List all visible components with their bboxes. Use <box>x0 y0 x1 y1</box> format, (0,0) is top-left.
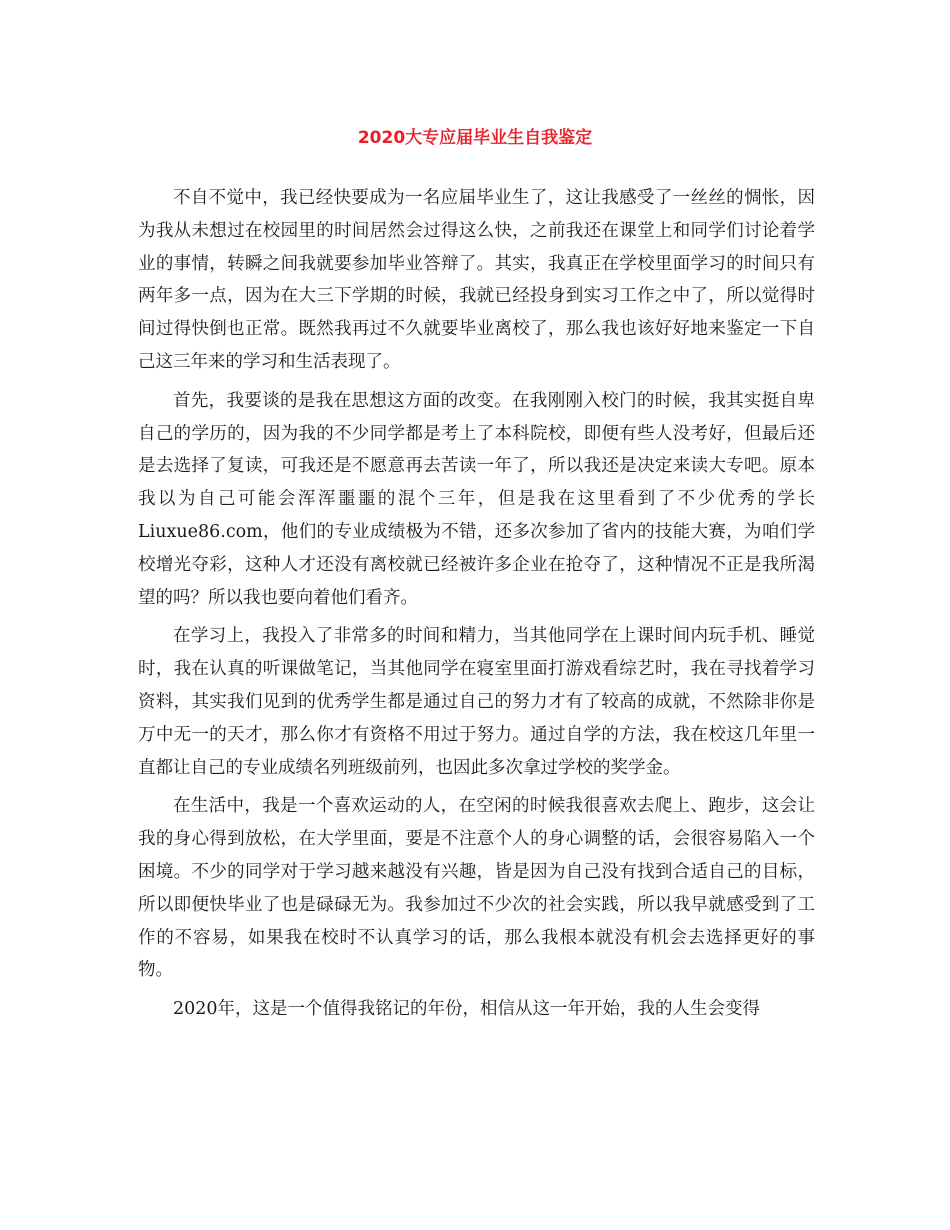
document-title: 2020大专应届毕业生自我鉴定 <box>357 128 593 148</box>
paragraph: 在学习上，我投入了非常多的时间和精力，当其他同学在上课时间内玩手机、睡觉时，我在认真的听课做笔记，当其他同学在寝室里面打游戏看综艺时，我在寻找着学习资料，其实我们见到的优秀学生都是通过自己的努力才有了较高的成就，不然除非你是万中无一的天才，那么你才有资格不用过于努力。通过自学的方法，我在校这几年里一直都让自己的专业成绩名列班级前列，也因此多次拿过学校的奖学金。 <box>138 626 815 778</box>
document-body <box>138 182 815 1032</box>
paragraph: 不自不觉中，我已经快要成为一名应届毕业生了，这让我感受了一丝丝的惆怅，因为我从未想过在校园里的时间居然会过得这么快，之前我还在课堂上和同学们讨论着学业的事情，转瞬之间我就要参加毕业答辩了。其实，我真正在学校里面学习的时间只有两年多一点，因为在大三下学期的时候，我就已经投身到实习工作之中了，所以觉得时间过得快倒也正常。既然我再过不久就要毕业离校了，那么我也该好好地来鉴定一下自己这三年来的学习和生活表现了。 <box>138 188 815 372</box>
paragraph: 首先，我要谈的是我在思想这方面的改变。在我刚刚入校门的时候，我其实挺自卑自己的学历的，因为我的不少同学都是考上了本科院校，即便有些人没考好，但最后还是去选择了复读，可我还是不愿意再去苦读一年了，所以我还是决定来读大专吧。原本我以为自己可能会浑浑噩噩的混个三年，但是我在这里看到了不少优秀的学长Liuxue86.com，他们的专业成绩极为不错，还多次参加了省内的技能大赛，为咱们学校增光夺彩，这种人才还没有离校就已经被许多企业在抢夺了，这种情况不正是我所渴望的吗？所以我也要向着他们看齐。 <box>138 390 815 608</box>
paragraph: 2020年，这是一个值得我铭记的年份，相信从这一年开始，我的人生会变得 <box>173 999 761 1020</box>
paragraph: 在生活中，我是一个喜欢运动的人，在空闲的时候我很喜欢去爬上、跑步，这会让我的身心得到放松，在大学里面，要是不注意个人的身心调整的话，会很容易陷入一个困境。不少的同学对于学习越来越没有兴趣，皆是因为自己没有找到合适自己的目标，所以即便快毕业了也是碌碌无为。我参加过不少次的社会实践，所以我早就感受到了工作的不容易，如果我在校时不认真学习的话，那么我根本就没有机会去选择更好的事物。 <box>138 796 815 981</box>
